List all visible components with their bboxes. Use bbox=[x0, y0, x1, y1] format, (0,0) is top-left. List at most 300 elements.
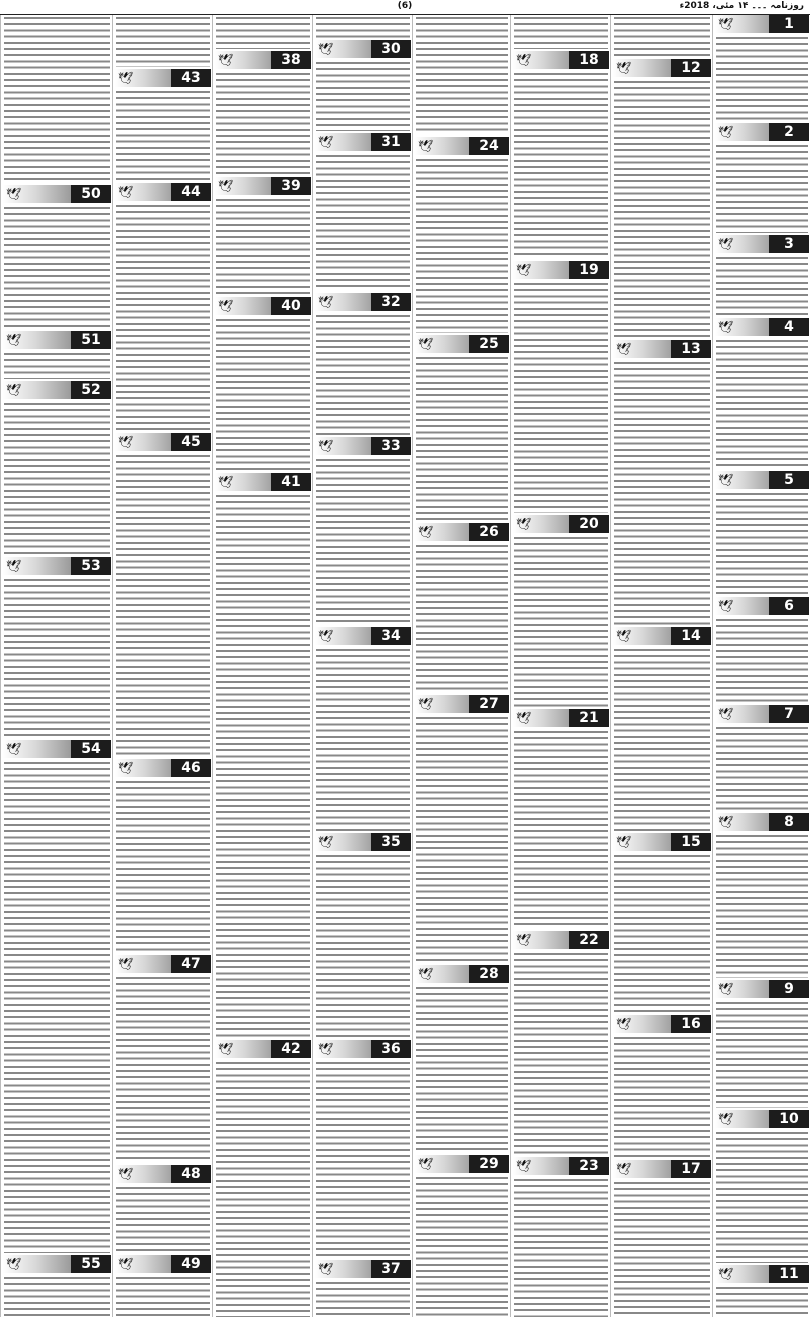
news-item-header bbox=[415, 523, 509, 541]
bird-icon: 🕊 bbox=[516, 933, 532, 947]
article-text-block bbox=[113, 779, 213, 953]
bird-icon: 🕊 bbox=[218, 299, 234, 313]
article-text-lines bbox=[316, 60, 410, 131]
bird-icon: 🕊 bbox=[418, 337, 434, 351]
news-item-number: 23 bbox=[569, 1157, 609, 1175]
news-item-number: 46 bbox=[171, 759, 211, 777]
article-text-lines bbox=[514, 729, 608, 929]
news-item-number: 30 bbox=[371, 40, 411, 58]
article-text-lines bbox=[514, 951, 608, 1155]
article-text-block bbox=[713, 1000, 810, 1108]
article-text-block bbox=[113, 15, 213, 67]
bird-icon: 🕊 bbox=[318, 42, 334, 56]
news-item-number: 50 bbox=[71, 185, 111, 203]
bird-icon: 🕊 bbox=[418, 967, 434, 981]
news-item-header bbox=[715, 235, 809, 253]
article-text-block bbox=[511, 1177, 611, 1317]
article-text-block bbox=[413, 543, 511, 693]
news-item-header bbox=[215, 177, 311, 195]
article-text-lines bbox=[316, 457, 410, 625]
news-item-number: 35 bbox=[371, 833, 411, 851]
bird-icon: 🕊 bbox=[118, 1167, 134, 1181]
bird-icon: 🕊 bbox=[118, 71, 134, 85]
article-text-block bbox=[1, 401, 113, 555]
news-item-number: 32 bbox=[371, 293, 411, 311]
news-item-number: 31 bbox=[371, 133, 411, 151]
article-text-lines bbox=[716, 35, 808, 121]
article-text-lines bbox=[716, 255, 808, 316]
article-text-lines bbox=[716, 143, 808, 233]
bird-icon: 🕊 bbox=[218, 1042, 234, 1056]
news-item-number: 39 bbox=[271, 177, 311, 195]
article-text-block bbox=[213, 493, 313, 1038]
article-text-block bbox=[1, 760, 113, 1253]
article-text-lines bbox=[716, 491, 808, 595]
article-text-lines bbox=[716, 1285, 808, 1317]
article-text-lines bbox=[416, 985, 508, 1153]
article-text-lines bbox=[116, 1275, 210, 1317]
article-text-lines bbox=[4, 205, 110, 329]
bird-icon: 🕊 bbox=[6, 383, 22, 397]
article-text-lines bbox=[514, 535, 608, 707]
news-item-header bbox=[315, 1040, 411, 1058]
news-item-number: 49 bbox=[171, 1255, 211, 1273]
news-item-number: 13 bbox=[671, 340, 711, 358]
article-text-block bbox=[313, 60, 413, 131]
news-column bbox=[610, 15, 713, 1317]
article-text-block bbox=[713, 491, 810, 595]
news-item-number: 4 bbox=[769, 318, 809, 336]
news-item-number: 53 bbox=[71, 557, 111, 575]
article-text-lines bbox=[614, 1180, 710, 1317]
news-item-header bbox=[115, 69, 211, 87]
article-text-lines bbox=[116, 975, 210, 1163]
bird-icon: 🕊 bbox=[418, 139, 434, 153]
article-text-lines bbox=[614, 647, 710, 831]
article-text-block bbox=[713, 255, 810, 316]
bird-icon: 🕊 bbox=[318, 1262, 334, 1276]
article-text-lines bbox=[216, 71, 310, 175]
bird-icon: 🕊 bbox=[318, 295, 334, 309]
article-text-lines bbox=[614, 1035, 710, 1158]
bird-icon: 🕊 bbox=[318, 835, 334, 849]
news-item-number: 7 bbox=[769, 705, 809, 723]
article-text-block bbox=[1, 577, 113, 738]
news-column bbox=[0, 15, 113, 1317]
bird-icon: 🕊 bbox=[6, 333, 22, 347]
article-text-lines bbox=[416, 1175, 508, 1317]
article-text-lines bbox=[514, 71, 608, 259]
article-text-block bbox=[413, 15, 511, 135]
news-item-header bbox=[315, 133, 411, 151]
news-item-number: 3 bbox=[769, 235, 809, 253]
bird-icon: 🕊 bbox=[318, 1042, 334, 1056]
news-item-header bbox=[715, 705, 809, 723]
article-text-lines bbox=[116, 203, 210, 431]
article-text-lines bbox=[4, 760, 110, 1253]
article-text-block bbox=[213, 317, 313, 471]
article-text-lines bbox=[416, 543, 508, 693]
article-text-block bbox=[313, 457, 413, 625]
news-item-header bbox=[415, 695, 509, 713]
news-item-header bbox=[613, 833, 711, 851]
news-item-number: 28 bbox=[469, 965, 509, 983]
news-item-number: 20 bbox=[569, 515, 609, 533]
news-item-header bbox=[115, 1255, 211, 1273]
bird-icon: 🕊 bbox=[718, 1112, 734, 1126]
article-text-lines bbox=[316, 153, 410, 291]
article-text-lines bbox=[216, 15, 310, 49]
bird-icon: 🕊 bbox=[718, 237, 734, 251]
news-item-header bbox=[613, 340, 711, 358]
bird-icon: 🕊 bbox=[118, 435, 134, 449]
news-item-header bbox=[215, 473, 311, 491]
article-text-block bbox=[213, 71, 313, 175]
news-item-number: 43 bbox=[171, 69, 211, 87]
article-text-lines bbox=[514, 1177, 608, 1317]
article-text-lines bbox=[316, 1060, 410, 1258]
article-text-lines bbox=[614, 360, 710, 625]
article-text-lines bbox=[216, 197, 310, 295]
news-item-number: 2 bbox=[769, 123, 809, 141]
article-text-lines bbox=[614, 79, 710, 338]
article-text-block bbox=[113, 1185, 213, 1253]
article-text-lines bbox=[116, 1185, 210, 1253]
article-text-block bbox=[611, 647, 713, 831]
news-item-header bbox=[315, 1260, 411, 1278]
article-text-block bbox=[1, 205, 113, 329]
news-item-number: 15 bbox=[671, 833, 711, 851]
article-text-lines bbox=[4, 351, 110, 379]
article-text-block bbox=[611, 15, 713, 57]
article-text-lines bbox=[116, 779, 210, 953]
bird-icon: 🕊 bbox=[318, 135, 334, 149]
news-item-number: 48 bbox=[171, 1165, 211, 1183]
article-text-block bbox=[413, 1175, 511, 1317]
news-item-header bbox=[715, 15, 809, 33]
article-text-lines bbox=[4, 15, 110, 183]
bird-icon: 🕊 bbox=[616, 835, 632, 849]
news-item-number: 19 bbox=[569, 261, 609, 279]
bird-icon: 🕊 bbox=[718, 815, 734, 829]
news-item-number: 26 bbox=[469, 523, 509, 541]
news-item-header bbox=[3, 381, 111, 399]
article-text-lines bbox=[416, 715, 508, 963]
news-item-header bbox=[115, 183, 211, 201]
bird-icon: 🕊 bbox=[218, 53, 234, 67]
bird-icon: 🕊 bbox=[616, 1162, 632, 1176]
news-item-header bbox=[115, 1165, 211, 1183]
news-item-header bbox=[715, 471, 809, 489]
article-text-block bbox=[113, 1275, 213, 1317]
article-text-lines bbox=[416, 157, 508, 333]
news-item-header bbox=[513, 709, 609, 727]
bird-icon: 🕊 bbox=[6, 559, 22, 573]
news-item-header bbox=[3, 1255, 111, 1273]
article-text-block bbox=[413, 355, 511, 521]
article-text-block bbox=[713, 1130, 810, 1263]
news-item-header bbox=[715, 1265, 809, 1283]
article-text-block bbox=[511, 951, 611, 1155]
article-text-block bbox=[313, 853, 413, 1038]
news-item-header bbox=[715, 123, 809, 141]
news-item-number: 37 bbox=[371, 1260, 411, 1278]
news-column bbox=[712, 15, 810, 1317]
bird-icon: 🕊 bbox=[616, 629, 632, 643]
article-text-block bbox=[313, 1060, 413, 1258]
bird-icon: 🕊 bbox=[718, 982, 734, 996]
bird-icon: 🕊 bbox=[6, 1257, 22, 1271]
news-item-header bbox=[115, 955, 211, 973]
article-text-block bbox=[713, 338, 810, 469]
article-text-lines bbox=[316, 647, 410, 831]
article-text-lines bbox=[116, 15, 210, 67]
bird-icon: 🕊 bbox=[6, 187, 22, 201]
article-text-block bbox=[113, 203, 213, 431]
news-item-header bbox=[115, 433, 211, 451]
bird-icon: 🕊 bbox=[318, 439, 334, 453]
bird-icon: 🕊 bbox=[718, 1267, 734, 1281]
news-item-number: 11 bbox=[769, 1265, 809, 1283]
news-item-number: 1 bbox=[769, 15, 809, 33]
news-item-number: 24 bbox=[469, 137, 509, 155]
article-text-block bbox=[413, 157, 511, 333]
news-item-header bbox=[715, 597, 809, 615]
bird-icon: 🕊 bbox=[516, 1159, 532, 1173]
news-item-header bbox=[513, 261, 609, 279]
bird-icon: 🕊 bbox=[718, 320, 734, 334]
news-item-header bbox=[315, 833, 411, 851]
news-item-number: 52 bbox=[71, 381, 111, 399]
news-item-number: 6 bbox=[769, 597, 809, 615]
article-text-block bbox=[713, 1285, 810, 1317]
article-text-block bbox=[713, 725, 810, 811]
article-text-block bbox=[511, 535, 611, 707]
article-text-block bbox=[1, 15, 113, 183]
bird-icon: 🕊 bbox=[318, 629, 334, 643]
article-text-block bbox=[713, 617, 810, 703]
bird-icon: 🕊 bbox=[516, 711, 532, 725]
bird-icon: 🕊 bbox=[118, 185, 134, 199]
bird-icon: 🕊 bbox=[118, 761, 134, 775]
news-item-number: 29 bbox=[469, 1155, 509, 1173]
article-text-block bbox=[313, 647, 413, 831]
news-item-number: 21 bbox=[569, 709, 609, 727]
news-item-header bbox=[715, 318, 809, 336]
news-item-header bbox=[613, 1160, 711, 1178]
article-text-lines bbox=[316, 15, 410, 38]
news-item-number: 45 bbox=[171, 433, 211, 451]
news-item-header bbox=[315, 293, 411, 311]
news-item-number: 36 bbox=[371, 1040, 411, 1058]
news-item-header bbox=[613, 627, 711, 645]
news-item-header bbox=[215, 51, 311, 69]
bird-icon: 🕊 bbox=[718, 473, 734, 487]
news-item-header bbox=[315, 437, 411, 455]
news-item-header bbox=[3, 740, 111, 758]
bird-icon: 🕊 bbox=[616, 342, 632, 356]
news-item-number: 55 bbox=[71, 1255, 111, 1273]
bird-icon: 🕊 bbox=[718, 17, 734, 31]
article-text-block bbox=[113, 89, 213, 181]
article-text-block bbox=[611, 79, 713, 338]
article-text-lines bbox=[716, 617, 808, 703]
bird-icon: 🕊 bbox=[516, 53, 532, 67]
article-text-lines bbox=[716, 1130, 808, 1263]
news-column bbox=[312, 15, 413, 1317]
news-item-header bbox=[715, 813, 809, 831]
news-item-number: 51 bbox=[71, 331, 111, 349]
article-text-lines bbox=[216, 1060, 310, 1317]
page-number: (6) bbox=[397, 1, 413, 11]
article-text-block bbox=[313, 15, 413, 38]
news-item-header bbox=[715, 980, 809, 998]
news-item-number: 22 bbox=[569, 931, 609, 949]
article-text-block bbox=[213, 1060, 313, 1317]
bird-icon: 🕊 bbox=[418, 1157, 434, 1171]
article-text-block bbox=[511, 71, 611, 259]
article-text-block bbox=[713, 143, 810, 233]
news-item-header bbox=[613, 59, 711, 77]
news-column bbox=[212, 15, 313, 1317]
article-text-block bbox=[1, 351, 113, 379]
news-item-number: 47 bbox=[171, 955, 211, 973]
bird-icon: 🕊 bbox=[418, 697, 434, 711]
article-text-block bbox=[611, 360, 713, 625]
news-item-number: 10 bbox=[769, 1110, 809, 1128]
news-item-number: 18 bbox=[569, 51, 609, 69]
news-item-header bbox=[513, 51, 609, 69]
article-text-lines bbox=[116, 453, 210, 757]
news-item-header bbox=[415, 137, 509, 155]
article-text-block bbox=[213, 197, 313, 295]
article-text-lines bbox=[614, 853, 710, 1013]
article-text-block bbox=[313, 153, 413, 291]
article-text-block bbox=[113, 453, 213, 757]
news-item-header bbox=[415, 1155, 509, 1173]
bird-icon: 🕊 bbox=[718, 707, 734, 721]
bird-icon: 🕊 bbox=[516, 263, 532, 277]
news-item-number: 25 bbox=[469, 335, 509, 353]
news-item-number: 14 bbox=[671, 627, 711, 645]
news-item-number: 33 bbox=[371, 437, 411, 455]
news-item-number: 9 bbox=[769, 980, 809, 998]
news-item-number: 38 bbox=[271, 51, 311, 69]
article-text-block bbox=[713, 35, 810, 121]
article-text-lines bbox=[4, 401, 110, 555]
news-item-number: 34 bbox=[371, 627, 411, 645]
bird-icon: 🕊 bbox=[418, 525, 434, 539]
article-text-block bbox=[113, 975, 213, 1163]
news-columns bbox=[0, 15, 810, 1317]
article-text-lines bbox=[116, 89, 210, 181]
news-item-number: 5 bbox=[769, 471, 809, 489]
article-text-lines bbox=[716, 1000, 808, 1108]
news-item-number: 16 bbox=[671, 1015, 711, 1033]
article-text-block bbox=[511, 281, 611, 513]
article-text-block bbox=[413, 985, 511, 1153]
news-item-header bbox=[415, 965, 509, 983]
news-item-header bbox=[315, 627, 411, 645]
news-item-number: 41 bbox=[271, 473, 311, 491]
news-column bbox=[412, 15, 511, 1317]
news-item-header bbox=[513, 1157, 609, 1175]
article-text-lines bbox=[514, 15, 608, 49]
news-column bbox=[510, 15, 611, 1317]
news-item-header bbox=[3, 185, 111, 203]
news-item-header bbox=[613, 1015, 711, 1033]
bird-icon: 🕊 bbox=[118, 957, 134, 971]
article-text-block bbox=[713, 833, 810, 978]
news-item-header bbox=[513, 931, 609, 949]
article-text-block bbox=[1, 1275, 113, 1317]
news-item-number: 42 bbox=[271, 1040, 311, 1058]
article-text-lines bbox=[416, 355, 508, 521]
bird-icon: 🕊 bbox=[718, 125, 734, 139]
article-text-block bbox=[313, 1280, 413, 1317]
article-text-block bbox=[611, 853, 713, 1013]
news-item-header bbox=[215, 297, 311, 315]
article-text-lines bbox=[316, 853, 410, 1038]
news-item-header bbox=[513, 515, 609, 533]
news-item-number: 54 bbox=[71, 740, 111, 758]
masthead bbox=[0, 0, 810, 15]
news-item-number: 17 bbox=[671, 1160, 711, 1178]
bird-icon: 🕊 bbox=[218, 475, 234, 489]
news-item-header bbox=[415, 335, 509, 353]
article-text-lines bbox=[4, 577, 110, 738]
bird-icon: 🕊 bbox=[218, 179, 234, 193]
bird-icon: 🕊 bbox=[118, 1257, 134, 1271]
article-text-lines bbox=[216, 317, 310, 471]
article-text-block bbox=[313, 313, 413, 435]
news-item-number: 12 bbox=[671, 59, 711, 77]
news-item-header bbox=[715, 1110, 809, 1128]
article-text-lines bbox=[216, 493, 310, 1038]
article-text-block bbox=[511, 15, 611, 49]
bird-icon: 🕊 bbox=[616, 61, 632, 75]
news-item-number: 44 bbox=[171, 183, 211, 201]
article-text-block bbox=[413, 715, 511, 963]
article-text-lines bbox=[514, 281, 608, 513]
bird-icon: 🕊 bbox=[516, 517, 532, 531]
article-text-lines bbox=[716, 338, 808, 469]
news-item-header bbox=[3, 557, 111, 575]
paper-name-date: روزنامہ ۔۔۔ ۱۴ مئی، 2018ء bbox=[679, 1, 804, 11]
news-item-number: 8 bbox=[769, 813, 809, 831]
article-text-lines bbox=[316, 1280, 410, 1317]
news-item-header bbox=[215, 1040, 311, 1058]
article-text-lines bbox=[614, 15, 710, 57]
news-item-header bbox=[115, 759, 211, 777]
bird-icon: 🕊 bbox=[6, 742, 22, 756]
news-item-number: 40 bbox=[271, 297, 311, 315]
article-text-lines bbox=[316, 313, 410, 435]
article-text-block bbox=[213, 15, 313, 49]
article-text-lines bbox=[416, 15, 508, 135]
article-text-lines bbox=[4, 1275, 110, 1317]
article-text-lines bbox=[716, 725, 808, 811]
news-column bbox=[112, 15, 213, 1317]
article-text-block bbox=[511, 729, 611, 929]
bird-icon: 🕊 bbox=[616, 1017, 632, 1031]
news-item-header bbox=[3, 331, 111, 349]
bird-icon: 🕊 bbox=[718, 599, 734, 613]
article-text-lines bbox=[716, 833, 808, 978]
article-text-block bbox=[611, 1180, 713, 1317]
article-text-block bbox=[611, 1035, 713, 1158]
news-item-number: 27 bbox=[469, 695, 509, 713]
